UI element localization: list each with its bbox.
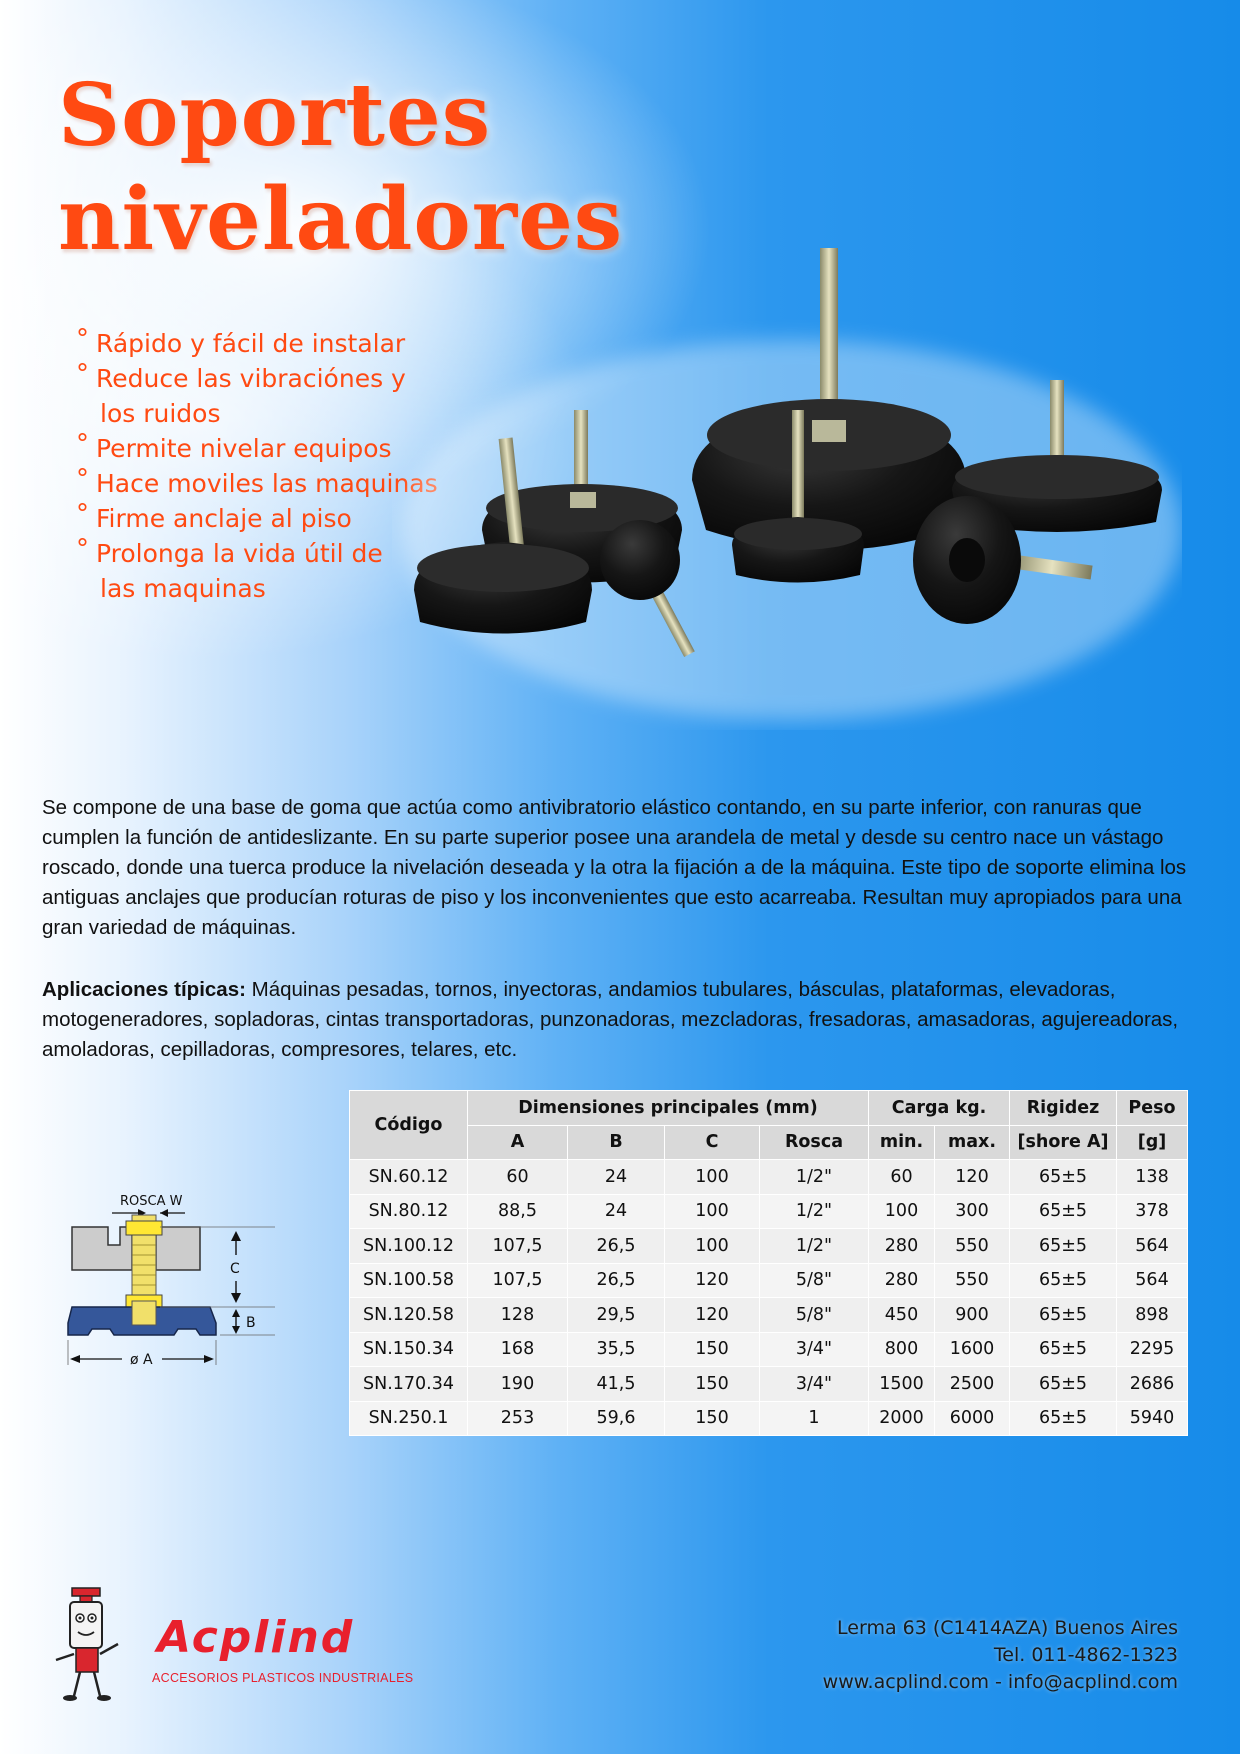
cell-max: 6000 (935, 1401, 1010, 1436)
cell-weight: 564 (1117, 1229, 1188, 1264)
cell-rigidity: 65±5 (1010, 1367, 1117, 1402)
table-row (350, 1401, 1188, 1436)
mascot-icon (56, 1588, 118, 1701)
feature-text: Prolonga la vida útil de (96, 539, 383, 568)
cell-code: SN.100.58 (350, 1263, 468, 1298)
cell-weight: 898 (1117, 1298, 1188, 1333)
cell-rigidity: 65±5 (1010, 1401, 1117, 1436)
diagram-label-c: C (230, 1261, 240, 1277)
feature-text: Rápido y fácil de instalar (96, 329, 406, 358)
feature-list (74, 326, 438, 606)
cell-rigidity: 65±5 (1010, 1229, 1117, 1264)
header-code: Código (350, 1091, 468, 1160)
cell-thread: 1/2" (760, 1229, 869, 1264)
feature-text: Firme anclaje al piso (96, 504, 352, 533)
cell-c: 120 (665, 1298, 760, 1333)
cell-c: 120 (665, 1263, 760, 1298)
cell-weight: 138 (1117, 1160, 1188, 1195)
cell-max: 120 (935, 1160, 1010, 1195)
cell-code: SN.60.12 (350, 1160, 468, 1195)
contact-address: Lerma 63 (C1414AZA) Buenos Aires (837, 1617, 1178, 1639)
header-b: B (568, 1125, 665, 1160)
diagram-label-b: B (246, 1315, 256, 1331)
cell-c: 100 (665, 1194, 760, 1229)
cell-min: 100 (869, 1194, 935, 1229)
feature-item (74, 536, 438, 606)
feature-text-continued: los ruidos (100, 399, 221, 428)
cell-a: 60 (468, 1160, 568, 1195)
table-row (350, 1332, 1188, 1367)
cell-code: SN.250.1 (350, 1401, 468, 1436)
cell-c: 150 (665, 1367, 760, 1402)
cell-code: SN.170.34 (350, 1367, 468, 1402)
cell-b: 59,6 (568, 1401, 665, 1436)
cell-thread: 1/2" (760, 1160, 869, 1195)
cell-b: 26,5 (568, 1263, 665, 1298)
cell-thread: 3/4" (760, 1367, 869, 1402)
cell-min: 60 (869, 1160, 935, 1195)
cell-a: 253 (468, 1401, 568, 1436)
cell-rigidity: 65±5 (1010, 1194, 1117, 1229)
cell-code: SN.80.12 (350, 1194, 468, 1229)
cell-c: 150 (665, 1332, 760, 1367)
cell-rigidity: 65±5 (1010, 1263, 1117, 1298)
feature-text: Hace moviles las maquinas (96, 469, 438, 498)
cell-weight: 5940 (1117, 1401, 1188, 1436)
applications-lead: Aplicaciones típicas: (42, 978, 246, 1001)
feature-text: Permite nivelar equipos (96, 434, 392, 463)
cell-b: 24 (568, 1160, 665, 1195)
header-c: C (665, 1125, 760, 1160)
cell-min: 1500 (869, 1367, 935, 1402)
cell-b: 35,5 (568, 1332, 665, 1367)
cell-thread: 1/2" (760, 1194, 869, 1229)
header-dimensions: Dimensiones principales (mm) (468, 1091, 869, 1126)
cell-max: 550 (935, 1229, 1010, 1264)
cell-c: 150 (665, 1401, 760, 1436)
cell-c: 100 (665, 1229, 760, 1264)
table-row (350, 1367, 1188, 1402)
header-max: max. (935, 1125, 1010, 1160)
feature-item (74, 501, 438, 536)
cell-max: 300 (935, 1194, 1010, 1229)
table-subheader-row (350, 1125, 1188, 1160)
cell-code: SN.100.12 (350, 1229, 468, 1264)
cell-thread: 1 (760, 1401, 869, 1436)
contact-info (823, 1615, 1178, 1696)
cell-a: 107,5 (468, 1229, 568, 1264)
cell-max: 550 (935, 1263, 1010, 1298)
brand-tagline: ACCESORIOS PLASTICOS INDUSTRIALES (152, 1671, 414, 1685)
cell-a: 168 (468, 1332, 568, 1367)
diagram-label-thread: ROSCA W (120, 1194, 183, 1209)
cell-b: 26,5 (568, 1229, 665, 1264)
cell-thread: 5/8" (760, 1263, 869, 1298)
header-load: Carga kg. (869, 1091, 1010, 1126)
cell-max: 2500 (935, 1367, 1010, 1402)
cell-rigidity: 65±5 (1010, 1160, 1117, 1195)
cell-max: 1600 (935, 1332, 1010, 1367)
feature-item (74, 361, 438, 431)
table-row (350, 1229, 1188, 1264)
feature-item (74, 326, 438, 361)
header-rigidity: Rigidez (1010, 1091, 1117, 1126)
specs-table (349, 1090, 1188, 1436)
cell-b: 41,5 (568, 1367, 665, 1402)
cell-min: 280 (869, 1263, 935, 1298)
cell-a: 128 (468, 1298, 568, 1333)
cell-max: 900 (935, 1298, 1010, 1333)
cell-min: 2000 (869, 1401, 935, 1436)
title-line-1: Soportes (58, 65, 492, 166)
cell-b: 24 (568, 1194, 665, 1229)
product-photo (392, 230, 1182, 730)
applications-text: Máquinas pesadas, tornos, inyectoras, andamios tubulares, básculas, plataformas, elevadoras, motogeneradores, sopladoras, cintas transportadoras, punzonadoras, mezcladoras, fresadoras, amasadoras, agujereadoras, amoladoras, cepilladoras, compresores, telares, etc. (42, 978, 1179, 1061)
diagram-label-a: ø A (130, 1352, 153, 1368)
header-weight-unit: [g] (1117, 1125, 1188, 1160)
title-line-2: niveladores (58, 169, 624, 270)
feature-text-continued: las maquinas (100, 574, 266, 603)
header-weight: Peso (1117, 1091, 1188, 1126)
cell-thread: 3/4" (760, 1332, 869, 1367)
cell-min: 800 (869, 1332, 935, 1367)
cell-code: SN.120.58 (350, 1298, 468, 1333)
cell-c: 100 (665, 1160, 760, 1195)
applications-paragraph (42, 975, 1217, 1065)
cell-min: 450 (869, 1298, 935, 1333)
table-row (350, 1263, 1188, 1298)
cell-weight: 564 (1117, 1263, 1188, 1298)
feature-text: Reduce las vibraciónes y (96, 364, 406, 393)
dimension-diagram (60, 1185, 320, 1385)
brand-name: Acplind (157, 1612, 355, 1663)
contact-phone: Tel. 011-4862-1323 (993, 1644, 1178, 1666)
feature-item (74, 466, 438, 501)
cell-weight: 378 (1117, 1194, 1188, 1229)
cell-code: SN.150.34 (350, 1332, 468, 1367)
header-min: min. (869, 1125, 935, 1160)
description-paragraph: Se compone de una base de goma que actúa como antivibratorio elástico contando, en su parte inferior, con ranuras que cumplen la función de antideslizante. En su parte superior posee una arandela de metal y desde su centro nace un vástago roscado, donde una tuerca produce la nivelación deseada y la otra la fijación a de la máquina. Este tipo de soporte elimina los antiguas anclajes que producían roturas de piso y los inconvenientes que esto acarreaba. Resultan muy apropiados para una gran variedad de máquinas. (42, 796, 1187, 939)
feature-item (74, 431, 438, 466)
cell-rigidity: 65±5 (1010, 1332, 1117, 1367)
table-row (350, 1160, 1188, 1195)
cell-a: 107,5 (468, 1263, 568, 1298)
cell-weight: 2686 (1117, 1367, 1188, 1402)
cell-a: 190 (468, 1367, 568, 1402)
table-header-row (350, 1091, 1188, 1126)
table-row (350, 1298, 1188, 1333)
cell-min: 280 (869, 1229, 935, 1264)
header-thread: Rosca (760, 1125, 869, 1160)
header-rigidity-unit: [shore A] (1010, 1125, 1117, 1160)
cell-thread: 5/8" (760, 1298, 869, 1333)
header-a: A (468, 1125, 568, 1160)
cell-weight: 2295 (1117, 1332, 1188, 1367)
table-row (350, 1194, 1188, 1229)
cell-b: 29,5 (568, 1298, 665, 1333)
contact-web-email: www.acplind.com - info@acplind.com (822, 1671, 1178, 1693)
cell-a: 88,5 (468, 1194, 568, 1229)
cell-rigidity: 65±5 (1010, 1298, 1117, 1333)
